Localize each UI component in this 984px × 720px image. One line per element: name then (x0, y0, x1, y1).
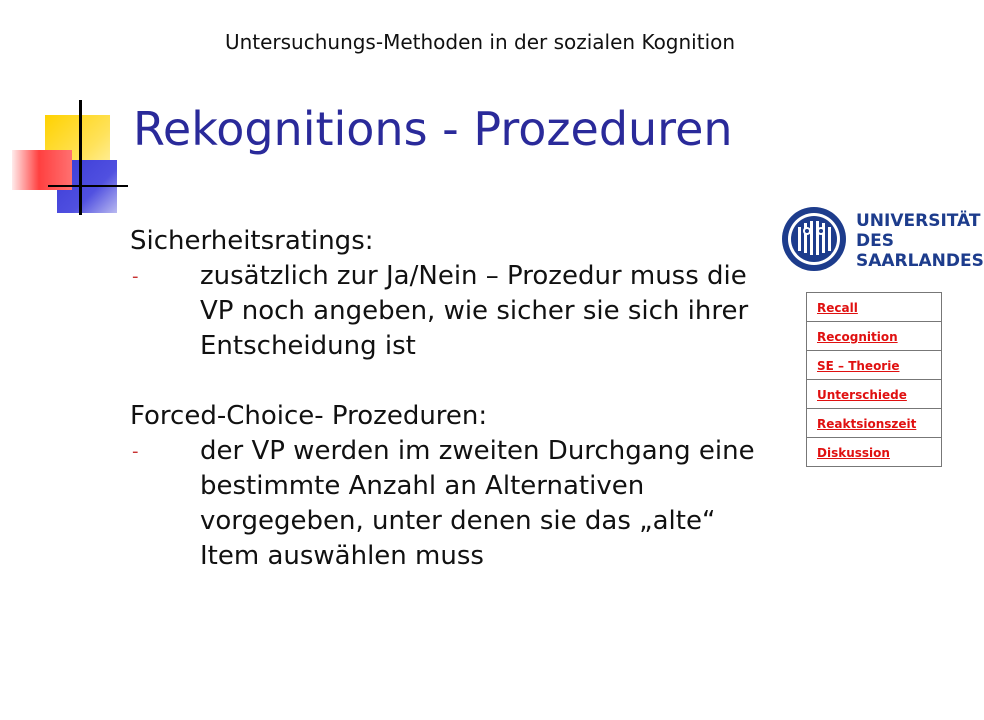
nav-link-diskussion[interactable]: Diskussion (817, 446, 890, 460)
university-name-line: UNIVERSITÄT (856, 211, 981, 231)
university-logo (780, 205, 984, 280)
header-text: Untersuchungs-Methoden in der sozialen Kognition (224, 30, 736, 54)
bullet-item (130, 259, 770, 364)
bullet-text: der VP werden im zweiten Durchgang eine bestimmte Anzahl an Alternativen vorgegeben, unter denen sie das „alte“ Item auswählen muss (200, 436, 755, 571)
nav-link-se-theorie[interactable]: SE – Theorie (807, 351, 941, 380)
red-square (12, 150, 72, 190)
bullet-text: zusätzlich zur Ja/Nein – Prozedur muss die VP noch angeben, wie sicher sie sich ihrer Entscheidung ist (200, 261, 749, 361)
nav-link-recognition[interactable]: Recognition (807, 322, 941, 351)
slide-content (130, 224, 770, 574)
navigation-box (806, 292, 942, 467)
bullet-dash: - (132, 441, 139, 462)
decorative-squares (0, 0, 140, 220)
bullet-dash: - (132, 266, 139, 287)
horizontal-line (48, 185, 128, 187)
nav-link-reaktionszeit[interactable]: Reaktsionszeit (807, 409, 941, 438)
section-heading-sicherheitsratings: Sicherheitsratings: (130, 226, 374, 256)
nav-link-unterschiede[interactable]: Unterschiede (807, 380, 941, 409)
vertical-line (79, 100, 82, 215)
bullet-item (130, 434, 770, 574)
university-name (856, 211, 984, 271)
seal-icon (780, 205, 848, 273)
university-name-line: SAARLANDES (856, 251, 984, 271)
section-heading-forced-choice: Forced-Choice- Prozeduren: (130, 401, 488, 431)
university-name-line: DES (856, 231, 894, 251)
slide-title: Rekognitions - Prozeduren (133, 102, 733, 156)
nav-link-recall[interactable]: Recall (807, 293, 941, 322)
